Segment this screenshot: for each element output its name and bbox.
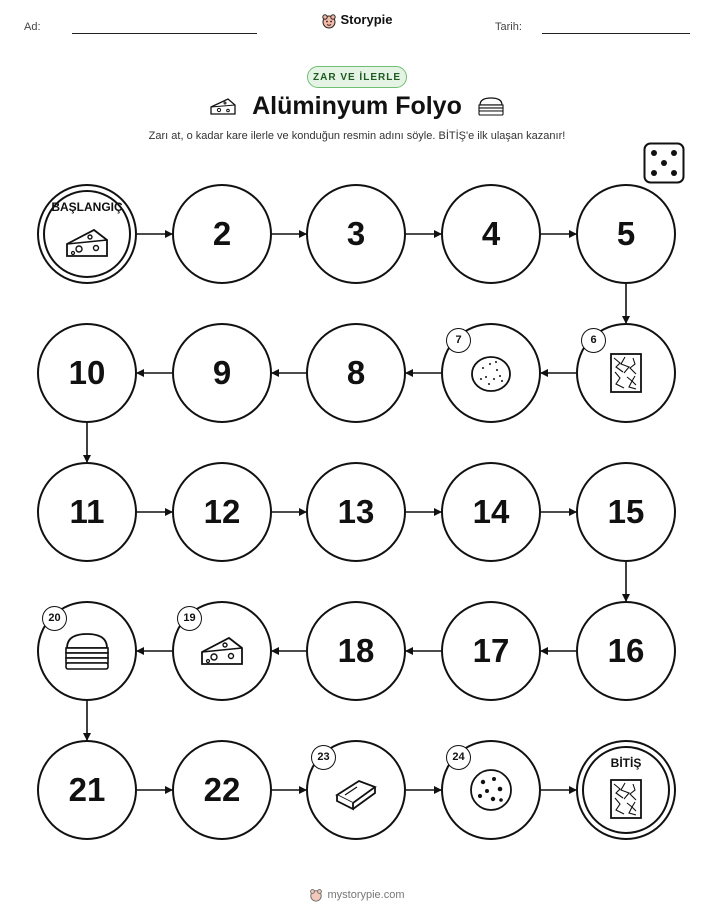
board-cell-24 — [441, 740, 541, 840]
cell-number: 11 — [69, 493, 105, 530]
board-cell-8 — [306, 323, 406, 423]
board-cell-20 — [37, 601, 137, 701]
board-cell-17 — [441, 601, 541, 701]
aluminum-foil-icon — [601, 348, 651, 398]
cell-number: 10 — [68, 354, 106, 391]
cell-number: 5 — [616, 215, 636, 252]
board-cell-6 — [576, 323, 676, 423]
footer — [0, 888, 714, 902]
cheese-icon — [197, 626, 247, 676]
footer-url[interactable]: mystorypie.com — [327, 888, 405, 901]
butter-icon — [331, 765, 381, 815]
board-cell-16 — [576, 601, 676, 701]
cell-number: 22 — [203, 771, 241, 808]
cell-number: 2 — [212, 215, 232, 252]
instructions: Zarı at, o kadar kare ilerle ve konduğun resmin adını söyle. BİTİŞ'e ilk ulaşan kazanır! — [148, 130, 566, 142]
board-cell-2 — [172, 184, 272, 284]
cell-number: 18 — [337, 632, 375, 669]
cell-number-badge: 7 — [446, 328, 471, 353]
board-cell-7 — [441, 323, 541, 423]
board-cell-12 — [172, 462, 272, 562]
board-cell-11 — [37, 462, 137, 562]
title-text: Alüminyum Folyo — [252, 92, 462, 120]
storypie-logo-icon — [309, 888, 323, 902]
board-cell-18 — [306, 601, 406, 701]
cell-number: 12 — [203, 493, 241, 530]
tortilla-icon — [466, 348, 516, 398]
board-cell-22 — [172, 740, 272, 840]
name-label: Ad: — [24, 21, 41, 33]
aluminum-foil-icon — [601, 774, 651, 824]
brand-name: Storypie — [340, 12, 393, 27]
cheese-icon — [62, 218, 112, 268]
board-cell-23 — [306, 740, 406, 840]
cell-number-badge: 19 — [177, 606, 202, 631]
cell-number: 15 — [607, 493, 645, 530]
activity-badge: ZAR VE İLERLE — [307, 66, 407, 88]
board-cell-14 — [441, 462, 541, 562]
cookie-icon — [466, 765, 516, 815]
finish-cell — [576, 740, 676, 840]
cell-number: 14 — [472, 493, 510, 530]
board-cell-21 — [37, 740, 137, 840]
cell-number: 13 — [337, 493, 375, 530]
board-cell-19 — [172, 601, 272, 701]
cell-number-badge: 20 — [42, 606, 67, 631]
start-label: BAŞLANGIÇ — [51, 200, 123, 214]
board-cell-13 — [306, 462, 406, 562]
cell-number-badge: 24 — [446, 745, 471, 770]
cell-number: 4 — [481, 215, 501, 252]
cell-number: 17 — [472, 632, 510, 669]
finish-label: BİTİŞ — [610, 756, 642, 770]
board-cell-9 — [172, 323, 272, 423]
cell-number: 16 — [607, 632, 645, 669]
cell-number: 8 — [346, 354, 366, 391]
cell-number: 9 — [212, 354, 232, 391]
board-cell-15 — [576, 462, 676, 562]
cell-number: 21 — [68, 771, 106, 808]
board-cell-3 — [306, 184, 406, 284]
board-cell-4 — [441, 184, 541, 284]
cell-number-badge: 6 — [581, 328, 606, 353]
start-cell — [37, 184, 137, 284]
cell-number: 3 — [346, 215, 366, 252]
board-cell-10 — [37, 323, 137, 423]
date-label: Tarih: — [495, 21, 522, 33]
sandwich-icon — [62, 626, 112, 676]
cell-number-badge: 23 — [311, 745, 336, 770]
board-cell-5 — [576, 184, 676, 284]
